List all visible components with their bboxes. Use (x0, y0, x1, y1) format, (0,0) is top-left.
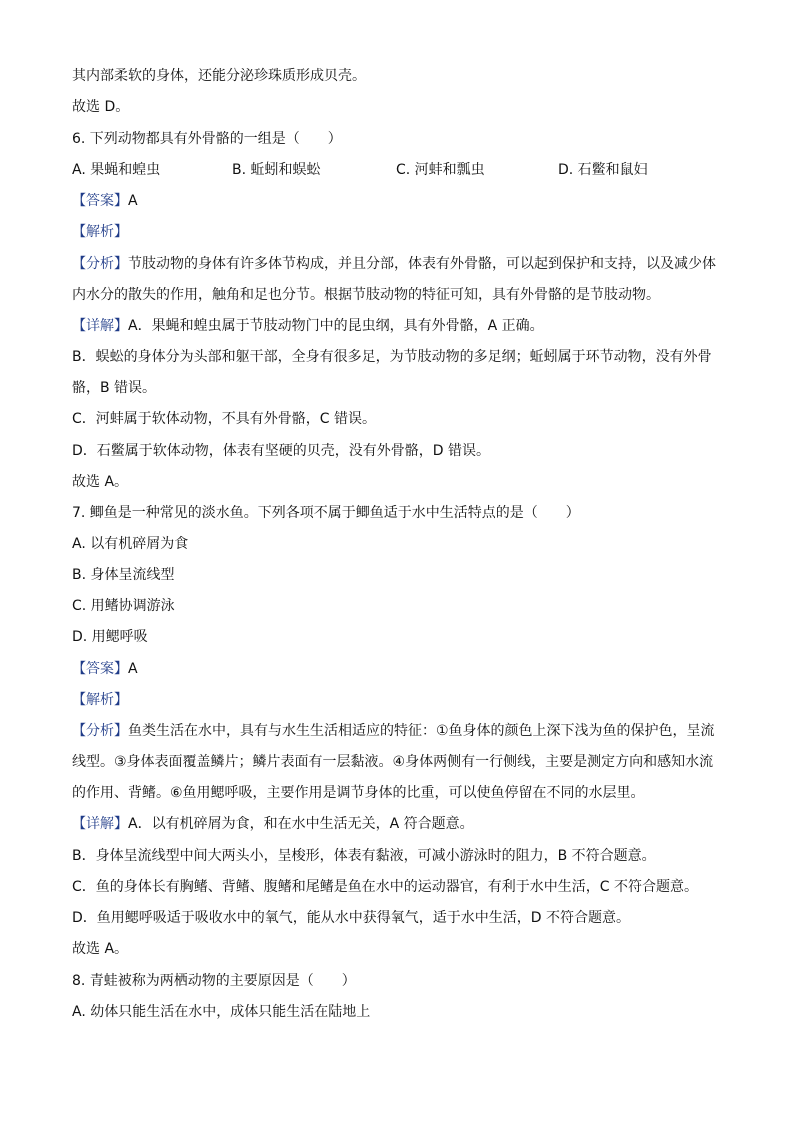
option-b: B. 身体呈流线型 (72, 567, 175, 583)
answer-value: A (128, 661, 138, 677)
option-c: C. 河蚌和瓢虫 (396, 162, 485, 178)
option-a: A. 果蝇和蝗虫 (72, 162, 161, 178)
detail-line: B．身体呈流线型中间大两头小，呈梭形，体表有黏液，可减小游泳时的阻力，B 不符合题意。 (72, 848, 656, 864)
option-a: A. 幼体只能生活在水中，成体只能生活在陆地上 (72, 1004, 371, 1020)
answer-value: A (128, 193, 138, 209)
detail-line: 骼，B 错误。 (72, 380, 157, 396)
analysis-tag: 【解析】 (72, 224, 128, 240)
question-6-options (72, 160, 734, 180)
answer-tag: 【答案】 (72, 661, 128, 677)
question-8-stem: 8. 青蛙被称为两栖动物的主要原因是（ ） (72, 973, 356, 989)
detail-tag: 【详解】 (72, 816, 128, 832)
detail-line: 【详解】A．果蝇和蝗虫属于节肢动物门中的昆虫纲，具有外骨骼，A 正确。 (72, 318, 544, 334)
analysis-line: 的作用、背鳍。⑥鱼用鳃呼吸，主要作用是调节身体的比重，可以使鱼停留在不同的水层里。 (72, 785, 645, 801)
detail-line: B．蜈蚣的身体分为头部和躯干部，全身有很多足，为节肢动物的多足纲；蚯蚓属于环节动物，没有外骨 (72, 349, 712, 365)
option-b: B. 蚯蚓和蜈蚣 (232, 162, 321, 178)
fenxi-tag: 【分析】 (72, 723, 128, 739)
detail-line: C．鱼的身体长有胸鳍、背鳍、腹鳍和尾鳍是鱼在水中的运动器官，有利于水中生活，C 不符合题意。 (72, 879, 698, 895)
question-7-stem: 7. 鲫鱼是一种常见的淡水鱼。下列各项不属于鲫鱼适于水中生活特点的是（ ） (72, 505, 580, 521)
answer-line (72, 659, 734, 679)
option-c: C. 用鳍协调游泳 (72, 598, 175, 614)
answer-tag: 【答案】 (72, 193, 128, 209)
answer-line (72, 191, 734, 211)
analysis-line: 【分析】节肢动物的身体有许多体节构成，并且分部，体表有外骨骼，可以起到保护和支持，以及减少体 (72, 256, 716, 272)
option-a: A. 以有机碎屑为食 (72, 536, 189, 552)
detail-line: D．鱼用鳃呼吸适于吸收水中的氧气，能从水中获得氧气，适于水中生活，D 不符合题意。 (72, 910, 631, 926)
option-d: D. 石鳖和鼠妇 (558, 162, 648, 178)
analysis-line: 内水分的散失的作用，触角和足也分节。根据节肢动物的特征可知，具有外骨骼的是节肢动物。 (72, 287, 660, 303)
conclusion-line: 故选 D。 (72, 99, 130, 115)
detail-line: 【详解】A．以有机碎屑为食，和在水中生活无关，A 符合题意。 (72, 816, 474, 832)
analysis-line: 线型。③身体表面覆盖鳞片；鳞片表面有一层黏液。④身体两侧有一行侧线，主要是测定方向和感知水流 (72, 754, 714, 770)
detail-line: D．石鳖属于软体动物，体表有坚硬的贝壳，没有外骨骼，D 错误。 (72, 443, 491, 459)
option-d: D. 用鳃呼吸 (72, 629, 148, 645)
conclusion-line: 故选 A。 (72, 474, 129, 490)
conclusion-line: 故选 A。 (72, 941, 129, 957)
text-line: 其内部柔软的身体，还能分泌珍珠质形成贝壳。 (72, 68, 366, 84)
detail-line: C．河蚌属于软体动物，不具有外骨骼，C 错误。 (72, 411, 376, 427)
analysis-line: 【分析】鱼类生活在水中，具有与水生生活相适应的特征：①鱼身体的颜色上深下浅为鱼的保护色，呈流 (72, 723, 715, 739)
detail-tag: 【详解】 (72, 318, 128, 334)
fenxi-tag: 【分析】 (72, 256, 128, 272)
question-6-stem: 6. 下列动物都具有外骨骼的一组是（ ） (72, 131, 342, 147)
analysis-tag: 【解析】 (72, 692, 128, 708)
